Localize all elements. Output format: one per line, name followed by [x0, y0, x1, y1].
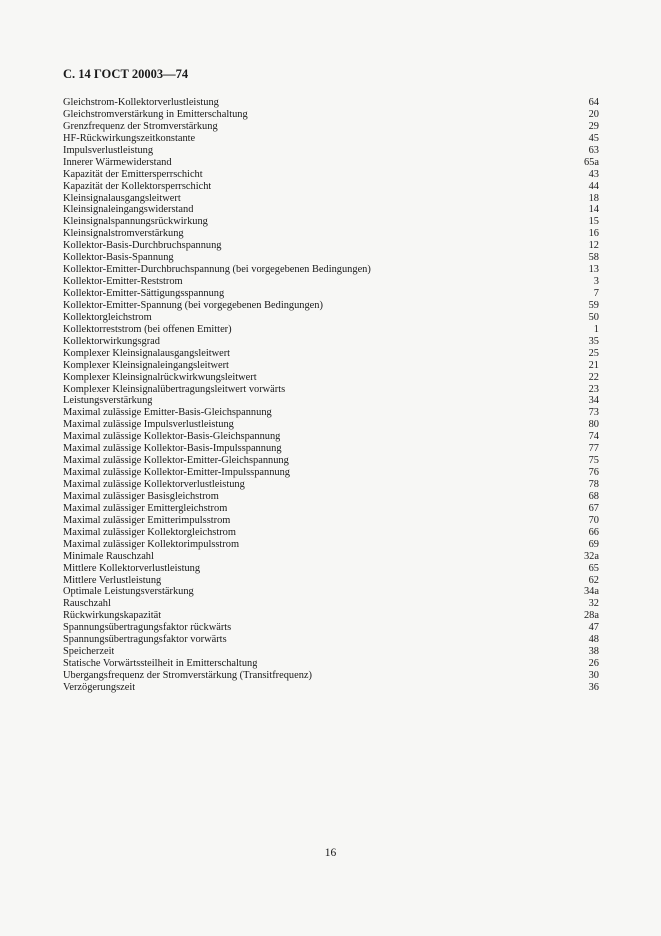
index-page-ref: 59 — [588, 299, 599, 311]
index-page-ref: 36 — [588, 681, 599, 693]
index-page-ref: 67 — [588, 502, 599, 514]
index-page-ref: 22 — [588, 371, 599, 383]
index-row — [63, 467, 599, 479]
index-row — [63, 181, 599, 193]
index-row — [63, 336, 599, 348]
term-index — [63, 97, 599, 694]
index-row — [63, 324, 599, 336]
index-row — [63, 145, 599, 157]
index-term: Minimale Rauschzahl — [63, 550, 154, 562]
index-term: Kollektor-Emitter-Durchbruchspannung (bei vorgegebenen Bedingungen) — [63, 264, 371, 276]
index-page-ref: 50 — [588, 311, 599, 323]
index-term: Spannungsübertragungsfaktor rückwärts — [63, 622, 232, 634]
index-term: Komplexer Kleinsignalrückwirkwungsleitwert — [63, 371, 257, 383]
index-term: Maximal zulässige Kollektor-Basis-Impulsspannung — [63, 443, 282, 455]
index-term: Kleinsignalspannungsrückwirkung — [63, 216, 208, 228]
index-term: Komplexer Kleinsignalausgangsleitwert — [63, 347, 231, 359]
index-page-ref: 20 — [588, 108, 599, 120]
index-page-ref: 35 — [588, 335, 599, 347]
index-row — [63, 646, 599, 658]
index-term: Kapazität der Kollektorsperrschicht — [63, 180, 212, 192]
index-page-ref: 15 — [588, 216, 599, 228]
index-row — [63, 360, 599, 372]
index-term: Innerer Wärmewiderstand — [63, 156, 172, 168]
index-term: Kapazität der Emittersperrschicht — [63, 168, 203, 180]
index-page-ref: 63 — [588, 144, 599, 156]
index-row — [63, 419, 599, 431]
page-number: 16 — [324, 847, 337, 859]
index-row — [63, 527, 599, 539]
index-page-ref: 76 — [588, 467, 599, 479]
index-term: Maximal zulässige Emitter-Basis-Gleichspannung — [63, 407, 272, 419]
index-row — [63, 133, 599, 145]
index-row — [63, 539, 599, 551]
index-term: Gleichstromverstärkung in Emitterschaltung — [63, 108, 248, 120]
index-row — [63, 193, 599, 205]
index-term: Statische Vorwärtssteilheit in Emitterschaltung — [63, 658, 258, 670]
index-page-ref: 1 — [593, 323, 599, 335]
index-page-ref: 58 — [588, 252, 599, 264]
index-page-ref: 64 — [588, 97, 599, 108]
index-page-ref: 69 — [588, 538, 599, 550]
index-page-ref: 32 — [588, 598, 599, 610]
index-row — [63, 121, 599, 133]
index-page-ref: 26 — [588, 658, 599, 670]
index-page-ref: 65a — [583, 156, 599, 168]
index-row — [63, 586, 599, 598]
index-page-ref: 3 — [593, 276, 599, 288]
index-page-ref: 70 — [588, 514, 599, 526]
index-term: Kollektor-Basis-Spannung — [63, 252, 174, 264]
index-term: Mittlere Kollektorverlustleistung — [63, 562, 201, 574]
index-page-ref: 14 — [588, 204, 599, 216]
index-page-ref: 16 — [588, 228, 599, 240]
index-term: Grenzfrequenz der Stromverstärkung — [63, 120, 218, 132]
index-page-ref: 18 — [588, 192, 599, 204]
index-term: Gleichstrom-Kollektorverlustleistung — [63, 97, 219, 108]
index-page-ref: 45 — [588, 132, 599, 144]
index-term: Rauschzahl — [63, 598, 111, 610]
index-term: Rückwirkungskapazität — [63, 610, 162, 622]
index-row — [63, 395, 599, 407]
index-row — [63, 109, 599, 121]
index-row — [63, 682, 599, 694]
index-term: Maximal zulässige Kollektor-Emitter-Gleichspannung — [63, 455, 289, 467]
index-page-ref: 74 — [588, 431, 599, 443]
index-term: Maximal zulässiger Basisgleichstrom — [63, 490, 219, 502]
index-term: Impulsverlustleistung — [63, 144, 154, 156]
index-page-ref: 21 — [588, 359, 599, 371]
index-page-ref: 7 — [593, 288, 599, 299]
index-term: Komplexer Kleinsignalübertragungsleitwert vorwärts — [63, 383, 286, 395]
index-page-ref: 29 — [588, 120, 599, 132]
index-term: Leistungsverstärkung — [63, 395, 153, 407]
index-term: Spannungsübertragungsfaktor vorwärts — [63, 634, 227, 646]
index-page-ref: 66 — [588, 526, 599, 538]
index-row — [63, 372, 599, 384]
index-term: Maximal zulässige Kollektor-Basis-Gleichspannung — [63, 431, 281, 443]
index-term: Mittlere Verlustleistung — [63, 574, 162, 586]
index-page-ref: 44 — [588, 180, 599, 192]
index-row — [63, 157, 599, 169]
index-row — [63, 252, 599, 264]
index-row — [63, 563, 599, 575]
index-page-ref: 32a — [583, 550, 599, 562]
index-term: Verzögerungszeit — [63, 681, 136, 693]
index-row — [63, 455, 599, 467]
index-term: Kleinsignaleingangswiderstand — [63, 204, 194, 216]
index-row — [63, 288, 599, 300]
index-row — [63, 610, 599, 622]
index-term: Optimale Leistungsverstärkung — [63, 586, 194, 598]
index-term: Kollektor-Emitter-Sättigungsspannung — [63, 288, 225, 299]
index-row — [63, 97, 599, 109]
index-row — [63, 276, 599, 288]
index-term: Kollektorgleichstrom — [63, 311, 152, 323]
index-page-ref: 48 — [588, 634, 599, 646]
index-row — [63, 443, 599, 455]
index-page-ref: 30 — [588, 670, 599, 681]
index-term: Kollektor-Basis-Durchbruchspannung — [63, 240, 222, 252]
index-row — [63, 204, 599, 216]
index-term: Kollektorwirkungsgrad — [63, 335, 160, 347]
index-term: Ubergangsfrequenz der Stromverstärkung (Transitfrequenz) — [63, 670, 313, 681]
index-page-ref: 12 — [588, 240, 599, 252]
index-page-ref: 62 — [588, 574, 599, 586]
index-page-ref: 47 — [588, 622, 599, 634]
index-term: Kollektor-Emitter-Reststrom — [63, 276, 183, 288]
index-row — [63, 216, 599, 228]
index-page-ref: 73 — [588, 407, 599, 419]
index-row — [63, 312, 599, 324]
index-row — [63, 264, 599, 276]
index-page-ref: 25 — [588, 347, 599, 359]
index-row — [63, 479, 599, 491]
index-row — [63, 169, 599, 181]
index-term: Kleinsignalausgangsleitwert — [63, 192, 181, 204]
index-term: Maximal zulässige Impulsverlustleistung — [63, 419, 234, 431]
index-term: Maximal zulässiger Kollektorgleichstrom — [63, 526, 236, 538]
index-term: Kollektor-Emitter-Spannung (bei vorgegebenen Bedingungen) — [63, 299, 323, 311]
index-row — [63, 622, 599, 634]
index-term: Speicherzeit — [63, 646, 115, 658]
index-term: Maximal zulässige Kollektorverlustleistung — [63, 479, 245, 490]
index-term: Komplexer Kleinsignaleingangsleitwert — [63, 359, 229, 371]
index-row — [63, 658, 599, 670]
index-term: HF-Rückwirkungszeitkonstante — [63, 132, 196, 144]
index-term: Kleinsignalstromverstärkung — [63, 228, 184, 240]
index-row — [63, 240, 599, 252]
index-page-ref: 23 — [588, 383, 599, 395]
index-page-ref: 38 — [588, 646, 599, 658]
index-term: Kollektorreststrom (bei offenen Emitter) — [63, 323, 232, 335]
index-page-ref: 80 — [588, 419, 599, 431]
index-row — [63, 348, 599, 360]
index-page-ref: 43 — [588, 168, 599, 180]
index-row — [63, 228, 599, 240]
index-page-ref: 65 — [588, 562, 599, 574]
index-page-ref: 28a — [583, 610, 599, 622]
index-row — [63, 491, 599, 503]
index-row — [63, 503, 599, 515]
index-row — [63, 515, 599, 527]
index-term: Maximal zulässiger Emitterimpulsstrom — [63, 514, 231, 526]
index-row — [63, 598, 599, 610]
index-page-ref: 34 — [588, 395, 599, 407]
index-row — [63, 431, 599, 443]
index-page-ref: 13 — [588, 264, 599, 276]
page-header: С. 14 ГОСТ 20003—74 — [63, 67, 189, 81]
index-page-ref: 34a — [583, 586, 599, 598]
index-term: Maximal zulässiger Emittergleichstrom — [63, 502, 228, 514]
index-term: Maximal zulässiger Kollektorimpulsstrom — [63, 538, 240, 550]
index-row — [63, 575, 599, 587]
index-row — [63, 407, 599, 419]
index-row — [63, 300, 599, 312]
index-page-ref: 78 — [588, 479, 599, 490]
index-row — [63, 634, 599, 646]
index-row — [63, 551, 599, 563]
index-page-ref: 68 — [588, 490, 599, 502]
index-row — [63, 384, 599, 396]
index-row — [63, 670, 599, 682]
index-page-ref: 77 — [588, 443, 599, 455]
index-term: Maximal zulässige Kollektor-Emitter-Impulsspannung — [63, 467, 290, 479]
index-page-ref: 75 — [588, 455, 599, 467]
